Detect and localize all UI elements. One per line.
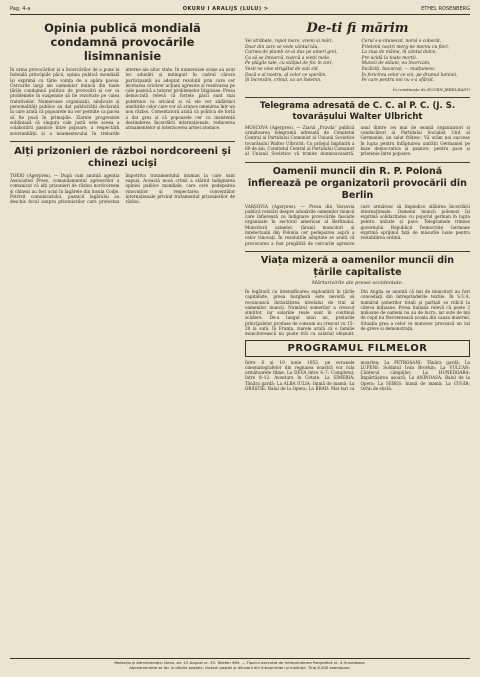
page-footer [10, 658, 470, 671]
poland-headline: Oamenii muncii din R. P. Polonă înfierează pe organizatorii provocării din Berlin [248, 165, 467, 201]
divider [245, 162, 470, 163]
telegram-text: MOSCOVA (Agerpres). — Ziarul „Pravda” publică următoarea telegramă adresată de Comitetul Central al Partidului Comunist al Uniunii Sovietice tovarășului Walter Ulbricht: Cu prilejul împlinirii a 60 de ani, Comitetul Central al Partidului Comunist al Uniunii Sovietice vă trimite dumneavoastră, unul dintre cei mai de seamă organizatori și conducători ai Partidului Socialist Unit al Germaniei, un salut frățesc. Vă urăm noi succese în lupta pentru înfăptuirea unității Germaniei pe baze democratice și pașnice, pentru pace și prietenie între popoare. [245, 124, 470, 157]
telegram-headline: Telegrama adresată de C. C. al P. C. (J. S. tovarășului Walter Ulbricht [259, 100, 456, 122]
divider [10, 141, 235, 142]
prisoners-article-text: TOKIO (Agerpres). — După cum anunță agenția Associated Press, comandamentul agresorilor a comunicat că alți prizonieri de război nordcoreeni și chinezi au fost uciși în lagărele din insula Codje. Potrivit comunicatului, paznicii lagărului au deschis focul asupra prizonierilor care protestau împotriva tratamentului inuman la care sunt supuși. Această nouă crimă a stârnit indignarea opiniei publice mondiale, care cere pedepsirea vinovaților și respectarea convențiilor internaționale privind tratamentul prizonierilor de război. [10, 172, 235, 205]
header-right-label: ETHEL ROSENBERG [421, 6, 470, 12]
prisoners-article-body [10, 173, 235, 205]
main-article-body [10, 67, 235, 136]
page-number: Pag. 4-a [10, 6, 31, 12]
living-conditions-body [245, 289, 470, 337]
divider [245, 251, 470, 252]
prisoners-headline: Alți prizonieri de război nordcoreeni și chinezi uciși [14, 145, 231, 169]
footer-line: Abonamentele se fac la oficiile poștale, factorii poștali și difuzorii din întreprinderi și instituții. Tiraj 8.400 exemplare. [129, 665, 351, 671]
living-conditions-headline: Viața mizeră a oamenilor muncii din țările capitaliste [260, 254, 455, 278]
poem-translator: În românește de EUGEN JEBELEANU [392, 86, 470, 92]
poem-stanza: Cerul s-a-ntunecat, norul o coborât, Prietenii noștri merg-ne mereu cu flori, La ziua de mâine, în cântul dulce, Pre ucidă la toate morții. Muncii de stăuni, eu încercam, Încălziți, bucuroși, — mulțumesc, În fericirea celor ce vin, pe drumul luminii, Pe care pentru noi nu s-a sfârșit. [361, 39, 458, 84]
film-program-body [245, 360, 470, 392]
divider [245, 97, 470, 98]
film-program-headline: PROGRAMUL FILMELOR [245, 340, 470, 357]
living-conditions-text: În legătură cu intensificarea exploatării în țările capitaliste, presa burgheză este nevoită să recunoască înrăutățirea nivelului de trai al oamenilor muncii. Numărul șomerilor a crescut simțitor, iar salariile reale sunt în continuă scădere. De-a lungul unui an, prețurile principalelor produse de consum au crescut cu 15–20 la sută. În Franța, ziarele arată că o familie muncitorească nu poate trăi cu salariul obișnuit. Din Anglia se anunță că mii de muncitori au fost concediați din întreprinderile textile. În S.U.A. numărul șomerilor totali și parțiali se ridică la câteva milioane. Presa italiană relevă că peste 2 milioane de oameni nu au de lucru, iar sute de mii de copii nu frecventează școala din cauza mizeriei. Situația grea a celor ce muncesc provoacă un val de greve și demonstrații. [245, 288, 470, 337]
film-program-text: Între 6 și 19 iunie 1953, pe ecranele cinematografelor din regiunea noastră vor rula următoarele filme: La DEVA între 6–7: Complotul; între 8–12: Aventura în Cetate. La SIMERIA: Tânăra gardă; La ALBA IULIA: Inimă de mamă; La ORĂȘTIE: Balul de la Opera; La BRAD: Mai tari ca moartea; La PETROȘANI: Tânăra gardă; La LUPENI: Soldatul Ivan Brovkin; La VULCAN: Cântecul câmpiilor; La HUNEDOARA: Împărtășirea ușoară; La ANINOASA: Balul de la Opera; La SEBEȘ: Inimă de mamă; La CUGIR: Ochii de sticlă. [245, 359, 470, 392]
page-header [10, 6, 470, 15]
poem-stanza: Vei străbate, ropot mare, vremi și mări, Doar din zare se vede vântul tău, Carnea de plumb ce-ai dus pe umeri grei, Ca să se întoarcă, toarcă a vieții mele. Pe plăgile tale, cu stâlpul de foc în zori, Vesti ne vine strigătul de sub zid, Dacă e al nostru, al celor ce sperăm, Și încrezăm, crinul, ca un îndemn. [245, 39, 338, 84]
footer-line: Redacția și Administrația: Deva, str. 23 August nr. 35. Telefon 989. — Tiparul executat de Întreprinderea Poligrafică nr. 4 Hunedoara. [114, 660, 366, 666]
left-column [10, 19, 235, 391]
living-conditions-subhead: Mărturisirile ale presei occidentale. [311, 279, 404, 286]
main-headline: Opinia publică mondială condamnă provocările lisimnanisie [44, 21, 201, 63]
poland-body [245, 204, 470, 246]
telegram-body [245, 125, 470, 157]
poland-text: VARȘOVIA (Agerpres). — Presa din Varșovia publică relatări despre adunările oamenilor muncii care înfierează cu indignare provocările fasciste organizate în sectorul american al Berlinului. Muncitorii uzinelor, țăranii muncitori și intelectualii din Polonia cer pedepsirea aspră a celor vinovați. În rezoluțiile adoptate se arată că provocarea a fost pregătită de cercurile agresive care urmăresc să împiedice slăbirea încordării internaționale. Oamenii muncii polonezi își exprimă solidaritatea cu poporul german în lupta pentru unitate și pace. Telegramele trimise guvernului Republicii Democrate Germane exprimă sprijinul față de măsurile luate pentru restabilirea ordinii. [245, 203, 470, 246]
poem-body [245, 39, 470, 86]
masthead: OKURU I ARALIJS (LULU) > [182, 6, 269, 12]
main-article-text: În urma provocărilor și a încercărilor de a pune la îndoială principiile păcii, opinia publică mondială își exprimă cu tărie voința de a apăra pacea. Cercurile largi ale oamenilor muncii din toate țările condamnă politica de provocări și cer ca problemele în suspensie să fie rezolvate pe calea tratativelor. Numeroase organizații, sindicate și personalități publice au dat publicității declarații în care arată că popoarele nu vor permite ca pacea să fie pusă în primejdie. Ziarele progresiste subliniază că singura cale justă este aceea a colaborării pașnice între popoare, a respectării suveranității și a neamestecului în treburile interne ale altor state. În numeroase orașe au avut loc adunări și mitinguri în cadrul cărora participanții au adoptat rezoluții prin care cer încetarea oricăror acțiuni agresive și rezolvarea pe cale pașnică a tuturor problemelor litigioase. Presa democrată relevă că forțele păcii sunt mai puternice ca oricând și că ele vor zădărnici uneltirile celor care vor să arunce omenirea într-un nou război. Comentatorii arată că politica de forță a dat greș și că popoarele cer cu insistență destinderea încordării internaționale, reducerea armamentelor și interzicerea armei atomice. [10, 67, 235, 136]
poem-title: De-ti fi mărim [306, 21, 409, 36]
right-column [245, 19, 470, 391]
